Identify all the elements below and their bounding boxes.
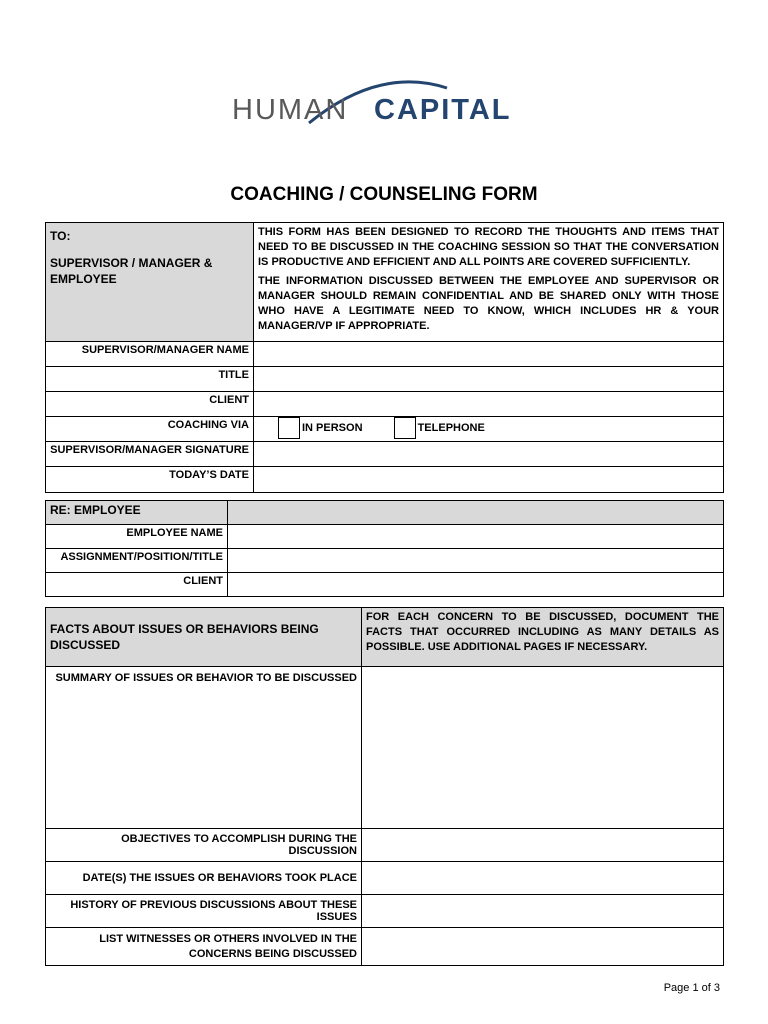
todays-date-label: TODAY’S DATE xyxy=(46,467,254,493)
instruction-paragraph-2: THE INFORMATION DISCUSSED BETWEEN THE EMPLOYEE AND SUPERVISOR OR MANAGER SHOULD REMAIN CONFIDENTIAL AND BE SHARED ONLY WITH THOSE WHO HAVE A LEGITIMATE NEED TO KNOW, WHICH INCLUDES HR & YOUR MANAGER/VP IF APPROPRIATE. xyxy=(258,275,719,332)
to-recipients: SUPERVISOR / MANAGER & EMPLOYEE xyxy=(50,256,213,286)
employee-name-label: EMPLOYEE NAME xyxy=(46,525,228,549)
objectives-label: OBJECTIVES TO ACCOMPLISH DURING THE DISCUSSION xyxy=(46,829,362,862)
logo-word-capital: CAPITAL xyxy=(374,94,512,126)
facts-instruction: FOR EACH CONCERN TO BE DISCUSSED, DOCUMENT THE FACTS THAT OCCURRED INCLUDING AS MANY DETAILS AS POSSIBLE. USE ADDITIONAL PAGES IF NECESSARY. xyxy=(362,608,724,667)
summary-label: SUMMARY OF ISSUES OR BEHAVIOR TO BE DISCUSSED xyxy=(46,667,362,829)
company-logo xyxy=(229,78,529,128)
employee-name-field[interactable] xyxy=(228,525,724,549)
in-person-checkbox[interactable] xyxy=(278,417,300,439)
in-person-label: IN PERSON xyxy=(302,422,363,434)
logo-word-human: HUMAN xyxy=(232,94,349,126)
history-field[interactable] xyxy=(362,895,724,928)
re-employee-table xyxy=(45,500,724,597)
telephone-checkbox[interactable] xyxy=(394,417,416,439)
supervisor-name-label: SUPERVISOR/MANAGER NAME xyxy=(46,342,254,367)
coaching-via-options xyxy=(254,417,724,442)
to-instructions-cell xyxy=(254,223,724,342)
assignment-label: ASSIGNMENT/POSITION/TITLE xyxy=(46,549,228,573)
re-employee-header: RE: EMPLOYEE xyxy=(46,501,228,525)
telephone-label: TELEPHONE xyxy=(417,422,485,434)
witnesses-label: LIST WITNESSES OR OTHERS INVOLVED IN THE CONCERNS BEING DISCUSSED xyxy=(46,928,362,966)
coaching-via-label: COACHING VIA xyxy=(46,417,254,442)
re-employee-header-blank xyxy=(228,501,724,525)
witnesses-field[interactable] xyxy=(362,928,724,966)
title-field[interactable] xyxy=(254,367,724,392)
assignment-field[interactable] xyxy=(228,549,724,573)
to-header-cell xyxy=(46,223,254,342)
dates-label: DATE(S) THE ISSUES OR BEHAVIORS TOOK PLACE xyxy=(46,862,362,895)
todays-date-field[interactable] xyxy=(254,467,724,493)
form-title: COACHING / COUNSELING FORM xyxy=(230,184,538,205)
facts-table xyxy=(45,607,724,966)
signature-field[interactable] xyxy=(254,442,724,467)
to-section-table xyxy=(45,222,724,493)
objectives-field[interactable] xyxy=(362,829,724,862)
to-label: TO: xyxy=(50,229,71,243)
client-field[interactable] xyxy=(254,392,724,417)
employee-client-field[interactable] xyxy=(228,573,724,597)
title-label: TITLE xyxy=(46,367,254,392)
facts-header: FACTS ABOUT ISSUES OR BEHAVIORS BEING DISCUSSED xyxy=(46,608,362,667)
page-number: Page 1 of 3 xyxy=(663,982,720,994)
history-label: HISTORY OF PREVIOUS DISCUSSIONS ABOUT THESE ISSUES xyxy=(46,895,362,928)
signature-label: SUPERVISOR/MANAGER SIGNATURE xyxy=(46,442,254,467)
dates-field[interactable] xyxy=(362,862,724,895)
supervisor-name-field[interactable] xyxy=(254,342,724,367)
client-label: CLIENT xyxy=(46,392,254,417)
employee-client-label: CLIENT xyxy=(46,573,228,597)
summary-field[interactable] xyxy=(362,667,724,829)
instruction-paragraph-1: THIS FORM HAS BEEN DESIGNED TO RECORD THE THOUGHTS AND ITEMS THAT NEED TO BE DISCUSSED IN THE COACHING SESSION SO THAT THE CONVERSATION IS PRODUCTIVE AND EFFICIENT AND ALL POINTS ARE COVERED SUFFICIENTLY. xyxy=(258,226,719,268)
